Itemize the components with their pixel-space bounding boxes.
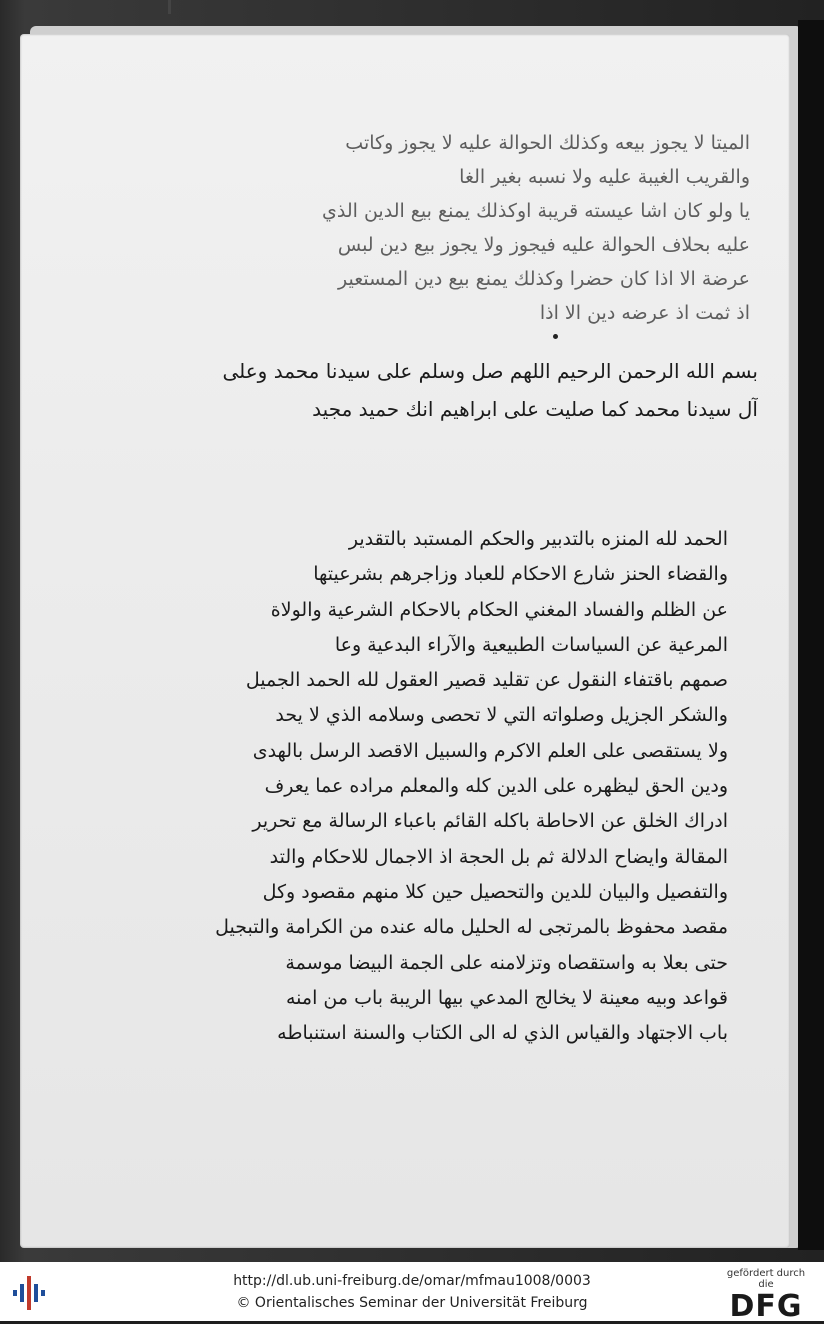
- manuscript-line: حتى بعلا به واستقصاه وتزلامنه على الجمة البيضا موسمة: [285, 951, 728, 974]
- manuscript-line: ادراك الخلق عن الاحاطة باكله القائم باعباء الرسالة مع تحرير: [252, 810, 728, 833]
- manuscript-line: ودين الحق ليظهره على الدين كله والمعلم مراده عما يعرف: [264, 775, 728, 798]
- viewer-footer: [0, 1262, 824, 1324]
- dfg-caption: gefördert durch die: [726, 1268, 806, 1290]
- manuscript-line: صمهم باقتفاء النقول عن تقليد قصير العقول لله الحمد الجميل: [245, 669, 728, 692]
- manuscript-line: ولا يستقصى على العلم الاكرم والسبيل الاقصد الرسل بالهدى: [252, 739, 728, 762]
- scan-edge-mark: [168, 0, 171, 14]
- manuscript-line: مقصد محفوظ بالمرتجى له الحليل ماله عنده من الكرامة والتبجيل: [215, 916, 728, 939]
- manuscript-line: عرضة الا اذا كان حضرا وكذلك يمنع بيع دين المستعير: [338, 268, 750, 290]
- manuscript-line: والشكر الجزيل وصلواته التي لا تحصى وسلامه الذي لا يحد: [275, 704, 728, 727]
- copyright-notice: © Orientalisches Seminar der Universität Freiburg: [236, 1295, 588, 1311]
- manuscript-line: يا ولو كان اشا عيسته قريبة اوكذلك يمنع بيع الدين الذي: [322, 200, 750, 222]
- section-divider-dot: [553, 334, 558, 339]
- book-binding-edge: [798, 20, 824, 1250]
- manuscript-line: قواعد وبيه معينة لا يخالج المدعي بيها الريبة باب من امنه: [285, 986, 728, 1009]
- manuscript-line: عن الظلم والفساد المغني الحكام بالاحكام الشرعية والولاة: [270, 598, 728, 621]
- manuscript-line: المرعية عن السياسات الطبيعية والآراء البدعية وعا: [334, 633, 728, 656]
- manuscript-line: باب الاجتهاد والقياس الذي له الى الكتاب والسنة استنباطه: [277, 1022, 728, 1045]
- manuscript-line: والقضاء الحنز شارع الاحكام للعباد وزاجرهم بشرعيتها: [313, 563, 728, 586]
- manuscript-line: الميتا لا يجوز بيعه وكذلك الحوالة عليه لا يجوز وكاتب: [345, 132, 750, 154]
- manuscript-line: والتفصيل والبيان للدين والتحصيل حين كلا منهم مقصود وكل: [262, 880, 728, 903]
- manuscript-line: عليه بحلاف الحوالة عليه فيجوز ولا يجوز بيع دين لبس: [337, 234, 750, 256]
- document-url[interactable]: http://dl.ub.uni-freiburg.de/omar/mfmau1008/0003: [233, 1273, 591, 1289]
- manuscript-line: آل سيدنا محمد كما صليت على ابراهيم انك حميد مجيد: [312, 397, 758, 421]
- dfg-logo: DFG: [729, 1289, 803, 1324]
- dfg-funding-badge: [718, 1268, 814, 1324]
- manuscript-line: اذ ثمت اذ عرضه دين الا اذا: [539, 302, 750, 324]
- manuscript-line: بسم الله الرحمن الرحيم اللهم صل وسلم على سيدنا محمد وعلى: [222, 359, 758, 383]
- faded-text-block: [190, 126, 750, 330]
- manuscript-line: المقالة وايضاح الدلالة ثم بل الحجة اذ الاجمال للاحكام والتد: [269, 845, 728, 868]
- manuscript-line: والقريب الغيبة عليه ولا نسبه بغير الغا: [459, 166, 750, 188]
- manuscript-line: الحمد لله المنزه بالتدبير والحكم المستبد بالتقدير: [348, 528, 728, 550]
- basmala-block: [198, 352, 758, 428]
- main-text-block: [158, 522, 728, 1051]
- manuscript-page: [20, 34, 790, 1248]
